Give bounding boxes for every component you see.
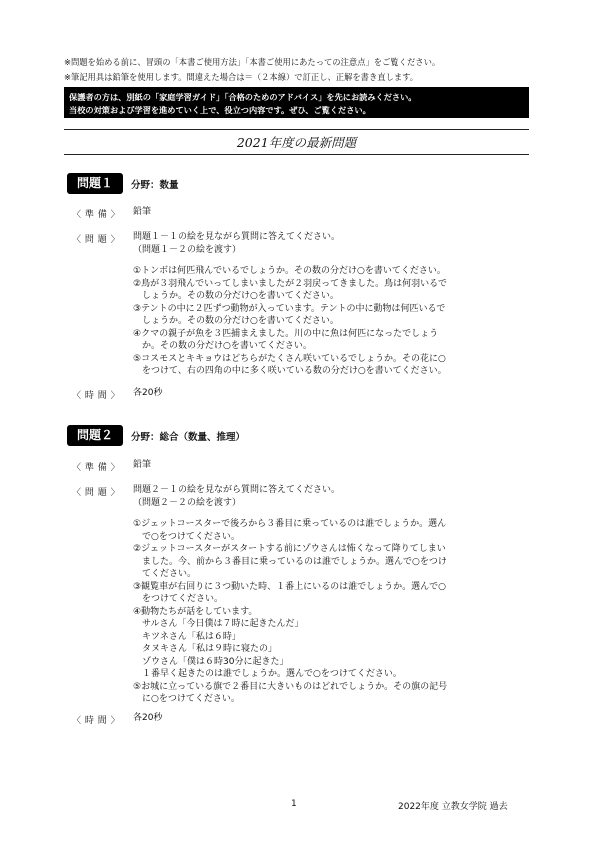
list-item: ました。今、前から３番目に乗っているのは誰でしょうか。選んで○をつけ bbox=[133, 556, 447, 567]
list-item: ①トンボは何匹飛んでいるでしょうか。その数の分だけ○を書いてください。 bbox=[133, 266, 446, 276]
footer-title: 2022年度 立教女学院 過去 bbox=[398, 802, 508, 812]
list-item: しょうか。その数の分だけ○を書いてください。 bbox=[133, 291, 339, 301]
list-item: ⑤コスモスとキキョウはどちらがたくさん咲いているでしょうか。その花に○ bbox=[133, 353, 446, 364]
problem-2-field: 分野：総合（数量、推理） bbox=[131, 432, 246, 443]
list-item: ⑤お城に立っている旗で２番目に大きいものはどれでしょうか。その旗の記号 bbox=[133, 681, 448, 692]
problem-2-time-label: 〈 時 間 〉 bbox=[72, 716, 121, 726]
list-item: １番早く起きたのは誰でしょうか。選んで○をつけてください。 bbox=[133, 669, 402, 679]
list-item: に○をつけてください。 bbox=[133, 694, 240, 704]
problem-1-intro bbox=[133, 231, 340, 256]
problem-2-badge: 問題２ bbox=[67, 425, 123, 446]
list-item: ③テントの中に２匹ずつ動物が入っています。テントの中に動物は何匹いるで bbox=[133, 303, 446, 314]
list-item: ②鳥が３羽飛んでいってしまいましたが２羽戻ってきました。鳥は何羽いるで bbox=[133, 278, 447, 289]
problem-1-badge: 問題１ bbox=[67, 173, 123, 194]
list-item: キツネさん「私は６時」 bbox=[133, 631, 241, 642]
page-number: 1 bbox=[291, 799, 297, 809]
problem-1-prep-value: 鉛筆 bbox=[133, 207, 152, 217]
list-item: か。その数の分だけ○を書いてください。 bbox=[133, 341, 312, 351]
problem-2-prep-value: 鉛筆 bbox=[133, 460, 152, 470]
problem-1-intro-line: 問題１－１の絵を見ながら質問に答えてください。 bbox=[133, 232, 341, 242]
problem-2-prep-label: 〈 準 備 〉 bbox=[72, 463, 121, 473]
problem-1-prep-label: 〈 準 備 〉 bbox=[72, 210, 121, 220]
title-top-rule bbox=[64, 129, 529, 130]
list-item: ④動物たちが話をしています。 bbox=[133, 606, 258, 617]
problem-1-field: 分野：数量 bbox=[131, 180, 179, 191]
list-item: ④クマの親子が魚を３匹捕まえました。川の中に魚は何匹になったでしょう bbox=[133, 328, 439, 339]
title-bottom-rule bbox=[64, 154, 529, 155]
problem-2-question-label: 〈 問 題 〉 bbox=[72, 488, 121, 498]
notice-line-2: 当校の対策および学習を進めていく上で、役立つ内容です。ぜひ、ご覧ください。 bbox=[69, 105, 371, 115]
notice-line-1: 保護者の方は、別紙の「家庭学習ガイド」「合格のためのアドバイス」を先にお読みください。 bbox=[69, 92, 417, 102]
problem-2-intro bbox=[133, 484, 340, 509]
problem-2-intro-line: （問題２－２の絵を渡す） bbox=[133, 497, 242, 508]
header-note-1: ※問題を始める前に、冒頭の「本書ご使用方法」「本書ご使用にあたっての注意点」をご覧ください。 bbox=[64, 57, 441, 67]
problem-1-item-list bbox=[133, 265, 447, 378]
list-item: タヌキさん「私は９時に寝たの」 bbox=[133, 644, 278, 654]
list-item: しょうか。その数の分だけ○を書いてください。 bbox=[133, 316, 339, 326]
problem-1-question-label: 〈 問 題 〉 bbox=[72, 235, 121, 245]
problem-2-intro-line: 問題２－１の絵を見ながら質問に答えてください。 bbox=[133, 485, 341, 495]
list-item: ③観覧車が右回りに３つ動いた時、１番上にいるのは誰でしょうか。選んで○ bbox=[133, 581, 446, 592]
problem-1-time-value: 各20秒 bbox=[133, 388, 163, 398]
list-item: をつけてください。 bbox=[133, 594, 224, 604]
list-item: サルさん「今日僕は７時に起きたんだ」 bbox=[133, 619, 304, 629]
problem-1-intro-line: （問題１－２の絵を渡す） bbox=[133, 244, 242, 255]
list-item: ②ジェットコースターがスタートする前にゾウさんは怖くなって降りてしまい bbox=[133, 544, 446, 554]
list-item: ①ジェットコースターで後ろから３番目に乗っているのは誰でしょうか。選ん bbox=[133, 519, 447, 529]
section-title: 2021年度の最新問題 bbox=[236, 135, 357, 150]
parent-notice-box bbox=[64, 87, 529, 118]
list-item: てください。 bbox=[133, 569, 197, 579]
list-item: をつけて、右の四角の中に多く咲いている数の分だけ○を書いてください。 bbox=[133, 366, 447, 376]
problem-1-time-label: 〈 時 間 〉 bbox=[72, 391, 121, 401]
problem-2-item-list bbox=[133, 518, 447, 706]
header-note-2: ※筆記用具は鉛筆を使用します。間違えた場合は＝（２本線）で訂正し、正解を書き直します。 bbox=[64, 72, 419, 82]
list-item: ゾウさん「僕は６時30分に起きた」 bbox=[133, 656, 289, 667]
problem-2-time-value: 各20秒 bbox=[133, 713, 163, 723]
list-item: で○をつけてください。 bbox=[133, 531, 240, 542]
